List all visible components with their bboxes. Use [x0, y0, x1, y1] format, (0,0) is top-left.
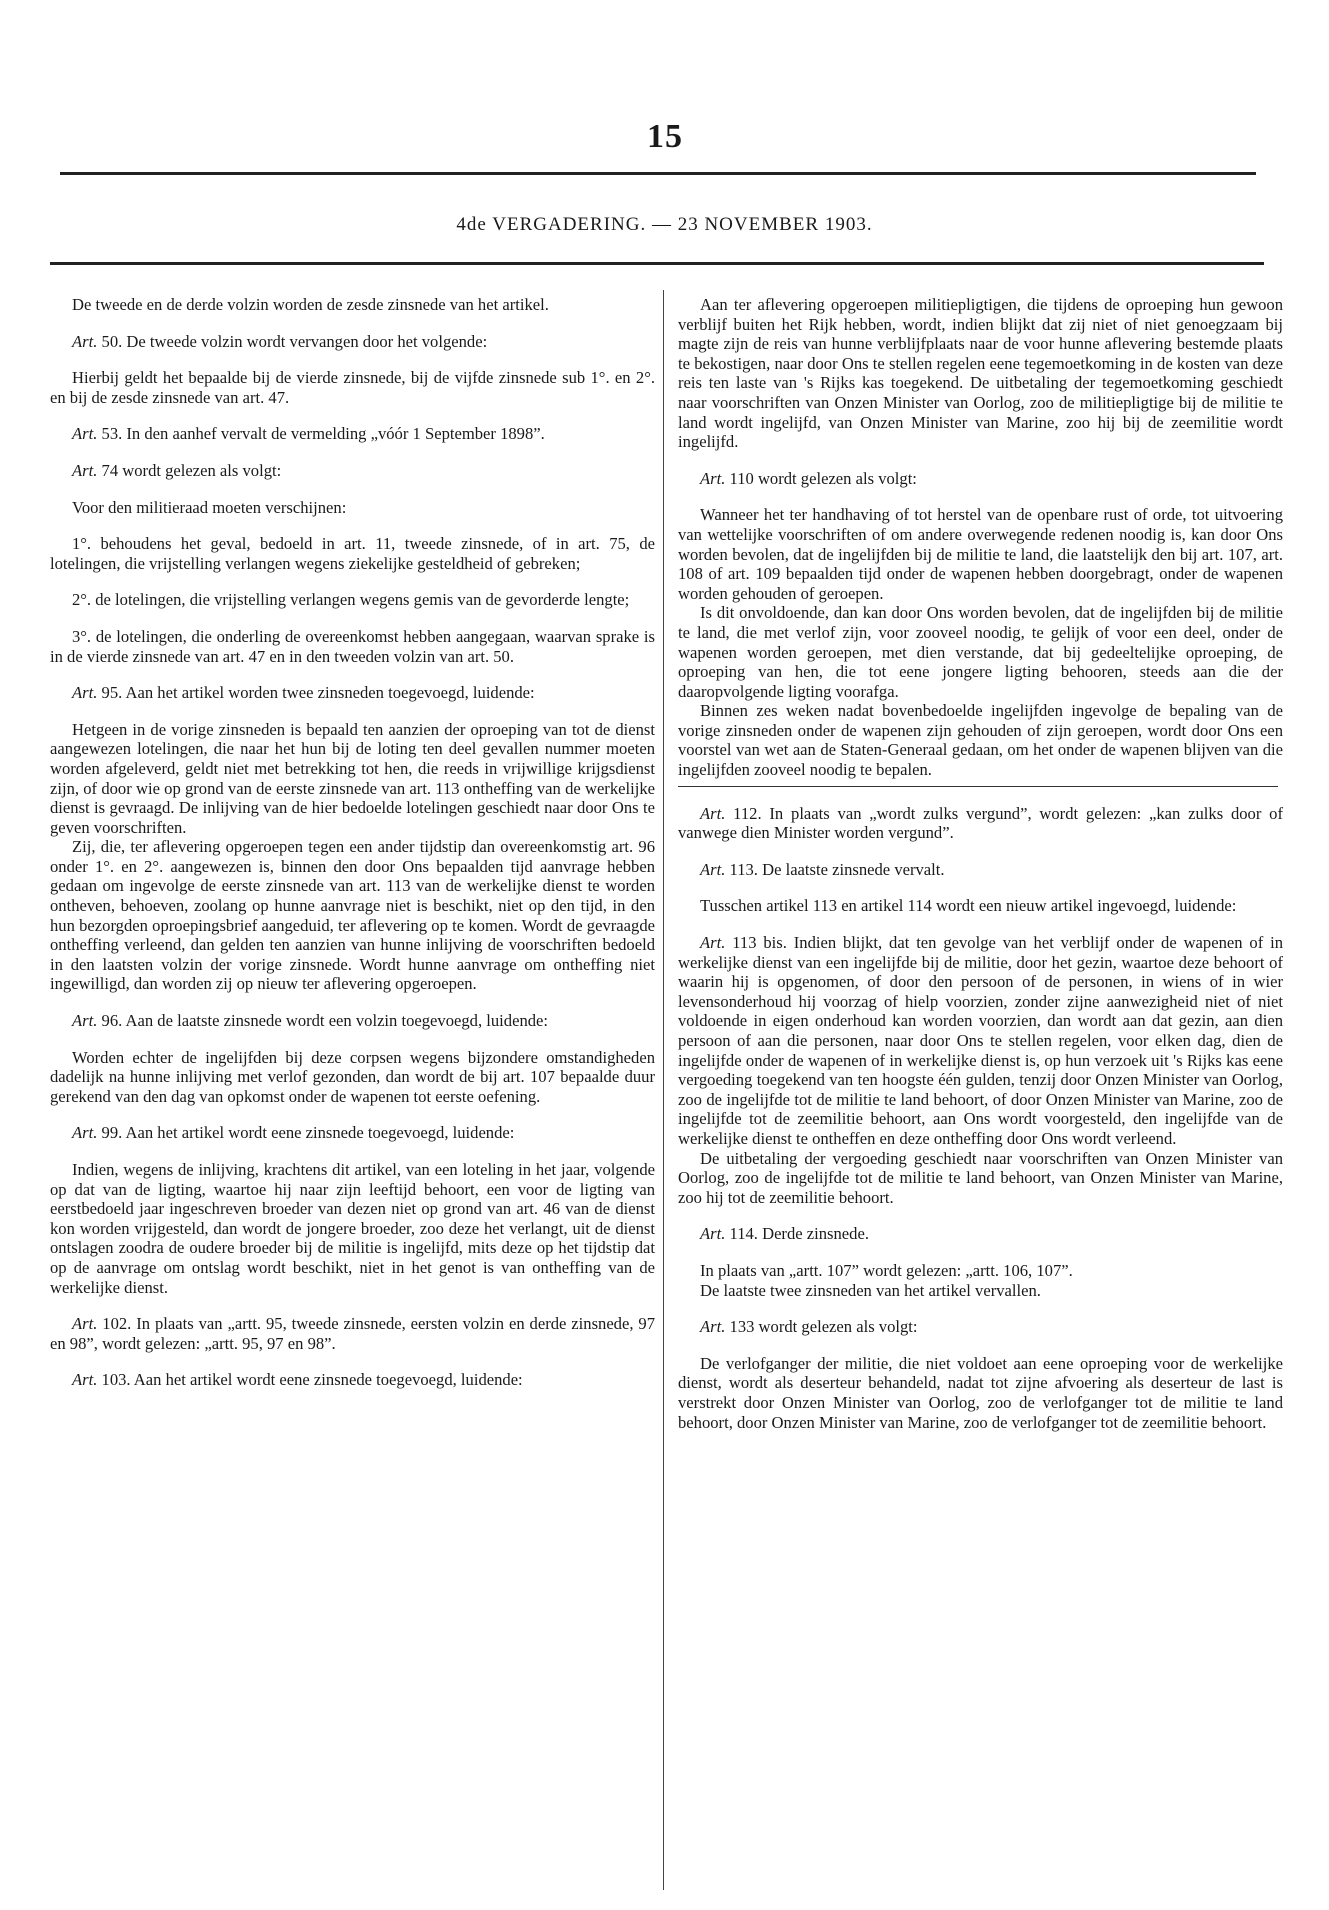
- paragraph-text: De uitbetaling der vergoeding geschiedt naar voorschriften van Onzen Minister van Oorlog, zoo de ingelijfde tot de militie te land behoort, van Onzen Minister van Marine, zoo hij tot de zeemilitie behoort.: [678, 1148, 1283, 1207]
- paragraph-text: Hetgeen in de vorige zinsneden is bepaald ten aanzien der oproeping van tot de dienst aangewezen lotelingen, die naar het hun bij de loting ten deel gevallen nummer moeten worden afgeleverd, geldt niet met betrekking tot hen, die reeds in vrijwillige krijgsdienst zijn, of door wie op grond van de eerste zinsnede van art. 113 ontheffing van de werkelijke dienst is gevraagd. De inlijving van de hier bedoelde lotelingen geschiedt naar door Ons te geven voorschriften.: [50, 719, 655, 837]
- paragraph-text: 113 bis. Indien blijkt, dat ten gevolge van het verblijf onder de wapenen of in werkelijke dienst van een ingelijfde bij de militie, door het gezin, waartoe deze behoort of waarin hij is opgenomen, of door den persoon of de personen, in wiens of in wier levensonderhoud hij voorzag of hielp voorzien, zonder zijne aanwezigheid niet of niet voldoende in eigen onderhoud kan worden voorzien, dan wordt aan dat gezin, aan dien persoon of aan die personen, naar door Ons te stellen regelen, voor elken dag, dien de ingelijfde onder de wapenen of in werkelijke dienst is, op hun verzoek uit 's Rijks kas eene vergoeding toegekend van ten hoogste één gulden, tenzij door Onzen Minister van Oorlog, zoo de ingelijfde tot de militie te land behoort, of door Onzen Minister van Marine, zoo de ingelijfde tot de zeemilitie behoort, aan Ons wordt voorgesteld, den ingelijfde van de werkelijke dienst te ontheffen en deze ontheffing door Ons wordt verleend.: [678, 933, 1283, 1148]
- paragraph-text: 2°. de lotelingen, die vrijstelling verlangen wegens gemis van de gevorderde lengte;: [72, 590, 630, 610]
- article-label: Art.: [72, 1314, 98, 1334]
- separator-line: [678, 786, 1278, 787]
- paragraph: [678, 1317, 1283, 1337]
- article-label: Art.: [72, 460, 98, 480]
- session-header: 4de VERGADERING. — 23 NOVEMBER 1903.: [456, 214, 873, 235]
- paragraph-text: Tusschen artikel 113 en artikel 114 wordt een nieuw artikel ingevoegd, luidende:: [700, 896, 1237, 916]
- paragraph: [50, 332, 655, 352]
- paragraph-text: 102. In plaats van „artt. 95, tweede zinsnede, eersten volzin en derde zinsnede, 97 en 98”, wordt gelezen: „artt. 95, 97 en 98”.: [50, 1314, 656, 1353]
- paragraph-text: Voor den militieraad moeten verschijnen:: [72, 497, 347, 517]
- paragraph-text: 133 wordt gelezen als volgt:: [729, 1317, 918, 1337]
- paragraph: [50, 1048, 655, 1107]
- paragraph: [678, 933, 1283, 1149]
- article-label: Art.: [700, 859, 726, 879]
- paragraph-text: Is dit onvoldoende, dan kan door Ons worden bevolen, dat de ingelijfden bij de militie te land, die met verlof zijn, voor zooveel noodig, te gelijk of voor een deel, onder de wapenen worden geroepen, met dien verstande, dat bij gedeeltelijke oproeping, de oproeping van hen, die tot eene jongere ligting behooren, steeds aan die der daaropvolgende ligting voorafga.: [678, 603, 1283, 701]
- paragraph: [678, 603, 1283, 701]
- paragraph-text: 103. Aan het artikel wordt eene zinsnede toegevoegd, luidende:: [101, 1370, 523, 1390]
- paragraph-text: Zij, die, ter aflevering opgeroepen tegen een ander tijdstip dan overeenkomstig art. 96 onder 1°. en 2°. aangewezen is, binnen den door Ons bepaalden tijd aanvrage hebben gedaan om ingevolge de eerste zinsnede van art. 113 van de werkelijke dienst te worden ontheven, behoeven, zoolang op hunne aanvrage niet is beschikt, niet op den tijd, in den hun bezorgden oproepingsbrief aangeduid, ter aflevering op te komen. Wordt de gevraagde ontheffing verleend, dan gelden ten aanzien van hunne inlijving de voorschriften bedoeld in den laatsten volzin der vorige zinsnede. Wordt hunne aanvrage om ontheffing niet ingewilligd, dan worden zij op nieuw ter aflevering opgeroepen.: [50, 837, 655, 994]
- article-label: Art.: [72, 683, 98, 703]
- paragraph-text: In plaats van „artt. 107” wordt gelezen: „artt. 106, 107”.: [700, 1260, 1073, 1280]
- article-label: Art.: [700, 1317, 726, 1337]
- paragraph: [678, 1224, 1283, 1244]
- paragraph-text: 99. Aan het artikel wordt eene zinsnede toegevoegd, luidende:: [101, 1123, 515, 1143]
- paragraph: [678, 1281, 1283, 1301]
- paragraph-text: 113. De laatste zinsnede vervalt.: [729, 859, 945, 879]
- paragraph: [678, 1261, 1283, 1281]
- paragraph: [50, 534, 655, 573]
- paragraph-text: De verlofganger der militie, die niet voldoet aan eene oproeping voor de werkelijke dienst, wordt als deserteur behandeld, nadat tot zijne afvoering als deserteur de last is verstrekt door Onzen Minister van Oorlog, zoo de verlofganger tot de militie te land behoort, door Onzen Minister van Marine, zoo de verlofganger tot de zeemilitie behoort.: [678, 1353, 1283, 1432]
- paragraph: [678, 1149, 1283, 1208]
- article-label: Art.: [700, 1224, 726, 1244]
- article-label: Art.: [72, 1123, 98, 1143]
- paragraph-text: Binnen zes weken nadat bovenbedoelde ingelijfden ingevolge de bepaling van de vorige zinsneden onder de wapenen zijn gehouden of zijn geroepen, wordt door Ons een voorstel van wet aan de Staten-Generaal gedaan, om het onder de wapenen blijven van die ingelijfden zooveel noodig te bepalen.: [678, 701, 1283, 780]
- paragraph: [50, 627, 655, 666]
- paragraph: [50, 424, 655, 444]
- section-rule: [50, 262, 1264, 265]
- article-label: Art.: [700, 933, 726, 953]
- paragraph-text: 3°. de lotelingen, die onderling de overeenkomst hebben aangegaan, waarvan sprake is in de vierde zinsnede van art. 47 en in den tweeden volzin van art. 50.: [50, 626, 655, 666]
- paragraph: [50, 590, 655, 610]
- paragraph-text: Indien, wegens de inlijving, krachtens dit artikel, van een loteling in het jaar, volgende op dat van de ligting, waartoe hij naar zijn leeftijd behoort, een voor de ligting van eerstbedoeld jaar ingeschreven broeder van dezen niet op grond van art. 46 van de dienst kon worden vrijgesteld, dan wordt de jongere broeder, zoo deze het verlangt, uit de dienst ontslagen zoodra de oudere broeder bij de militie is ingelijfd, mits deze op het tijdstip dat op de aanvrage om ontslag wordt beschikt, niet in het genot is van ontheffing van de werkelijke dienst.: [50, 1160, 655, 1297]
- paragraph: [678, 295, 1283, 452]
- article-label: Art.: [72, 1370, 98, 1390]
- paragraph: [50, 461, 655, 481]
- paragraph-text: 96. Aan de laatste zinsnede wordt een volzin toegevoegd, luidende:: [101, 1011, 549, 1031]
- paragraph: [50, 368, 655, 407]
- paragraph-text: 95. Aan het artikel worden twee zinsneden toegevoegd, luidende:: [101, 683, 535, 703]
- paragraph-text: 112. In plaats van „wordt zulks vergund”, wordt gelezen: „kan zulks door of vanwege dien Minister worden vergund”.: [678, 803, 1283, 843]
- paragraph-text: De tweede en de derde volzin worden de zesde zinsnede van het artikel.: [72, 295, 549, 314]
- paragraph: [50, 720, 655, 838]
- paragraph-text: Aan ter aflevering opgeroepen militiepligtigen, die tijdens de oproeping hun gewoon verblijf buiten het Rijk hebben, wordt, indien blijkt dat zij niet of niet genoegzaam bij magte zijn de reis van hunne verblijfplaats naar de voor hunne aflevering bestemde plaats te bekostigen, naar door Ons te stellen regelen eene tegemoetkoming in de kosten van deze reis ten laste van 's Rijks kas toegekend. De uitbetaling der tegemoetkoming geschiedt naar voorschriften van Onzen Minister van Oorlog, zoo de militiepligtige bij de militie te land wordt ingelijfd, van Onzen Minister van Marine, zoo hij bij de zeemilitie wordt ingelijfd.: [678, 295, 1283, 452]
- paragraph-text: De laatste twee zinsneden van het artikel vervallen.: [700, 1280, 1041, 1300]
- paragraph: [50, 683, 655, 703]
- paragraph-text: 114. Derde zinsnede.: [729, 1224, 869, 1244]
- column-divider: [663, 290, 664, 1890]
- header-rule: [60, 172, 1256, 175]
- paragraph: [50, 837, 655, 994]
- article-label: Art.: [700, 468, 726, 488]
- paragraph: [678, 505, 1283, 603]
- paragraph-text: 110 wordt gelezen als volgt:: [729, 468, 917, 488]
- paragraph-text: 74 wordt gelezen als volgt:: [101, 460, 282, 480]
- paragraph-text: 53. In den aanhef vervalt de vermelding „vóór 1 September 1898”.: [101, 424, 545, 444]
- paragraph: [50, 1370, 655, 1390]
- paragraph-text: Hierbij geldt het bepaalde bij de vierde zinsnede, bij de vijfde zinsnede sub 1°. en 2°. en bij de zesde zinsnede van art. 47.: [50, 368, 655, 407]
- right-column: [678, 295, 1283, 1432]
- article-label: Art.: [700, 803, 726, 823]
- article-label: Art.: [72, 331, 98, 351]
- paragraph: [50, 1314, 655, 1353]
- paragraph: [50, 498, 655, 518]
- page-number: 15: [647, 118, 683, 155]
- paragraph: [50, 1011, 655, 1031]
- paragraph: [50, 295, 655, 315]
- article-label: Art.: [72, 424, 98, 444]
- paragraph-text: 50. De tweede volzin wordt vervangen door het volgende:: [101, 331, 488, 351]
- paragraph: [50, 1123, 655, 1143]
- paragraph-text: Wanneer het ter handhaving of tot herstel van de openbare rust of orde, tot uitvoering van wettelijke voorschriften of om andere overwegende redenen noodig is, kan door Ons worden bevolen, dat de ingelijfden bij de militie te land, die laatstelijk den bij art. 107, art. 108 of art. 109 bepaalden tijd onder de wapenen hebben doorgebragt, onder de wapenen worden gehouden of geroepen.: [678, 505, 1283, 603]
- paragraph: [678, 860, 1283, 880]
- paragraph: [678, 896, 1283, 916]
- paragraph: [50, 1160, 655, 1297]
- paragraph: [678, 1354, 1283, 1432]
- paragraph-text: 1°. behoudens het geval, bedoeld in art. 11, tweede zinsnede, of in art. 75, de lotelingen, die vrijstelling verlangen wegens ziekelijke gesteldheid of gebreken;: [50, 534, 655, 573]
- paragraph: [678, 701, 1283, 779]
- article-label: Art.: [72, 1011, 98, 1031]
- paragraph-text: Worden echter de ingelijfden bij deze corpsen wegens bijzondere omstandigheden dadelijk na hunne inlijving met verlof gezonden, dan wordt de bij art. 107 bepaalde duur gerekend van den dag van opkomst onder de wapenen tot eerste oefening.: [50, 1047, 655, 1106]
- paragraph: [678, 469, 1283, 489]
- left-column: [50, 295, 655, 1390]
- paragraph: [678, 804, 1283, 843]
